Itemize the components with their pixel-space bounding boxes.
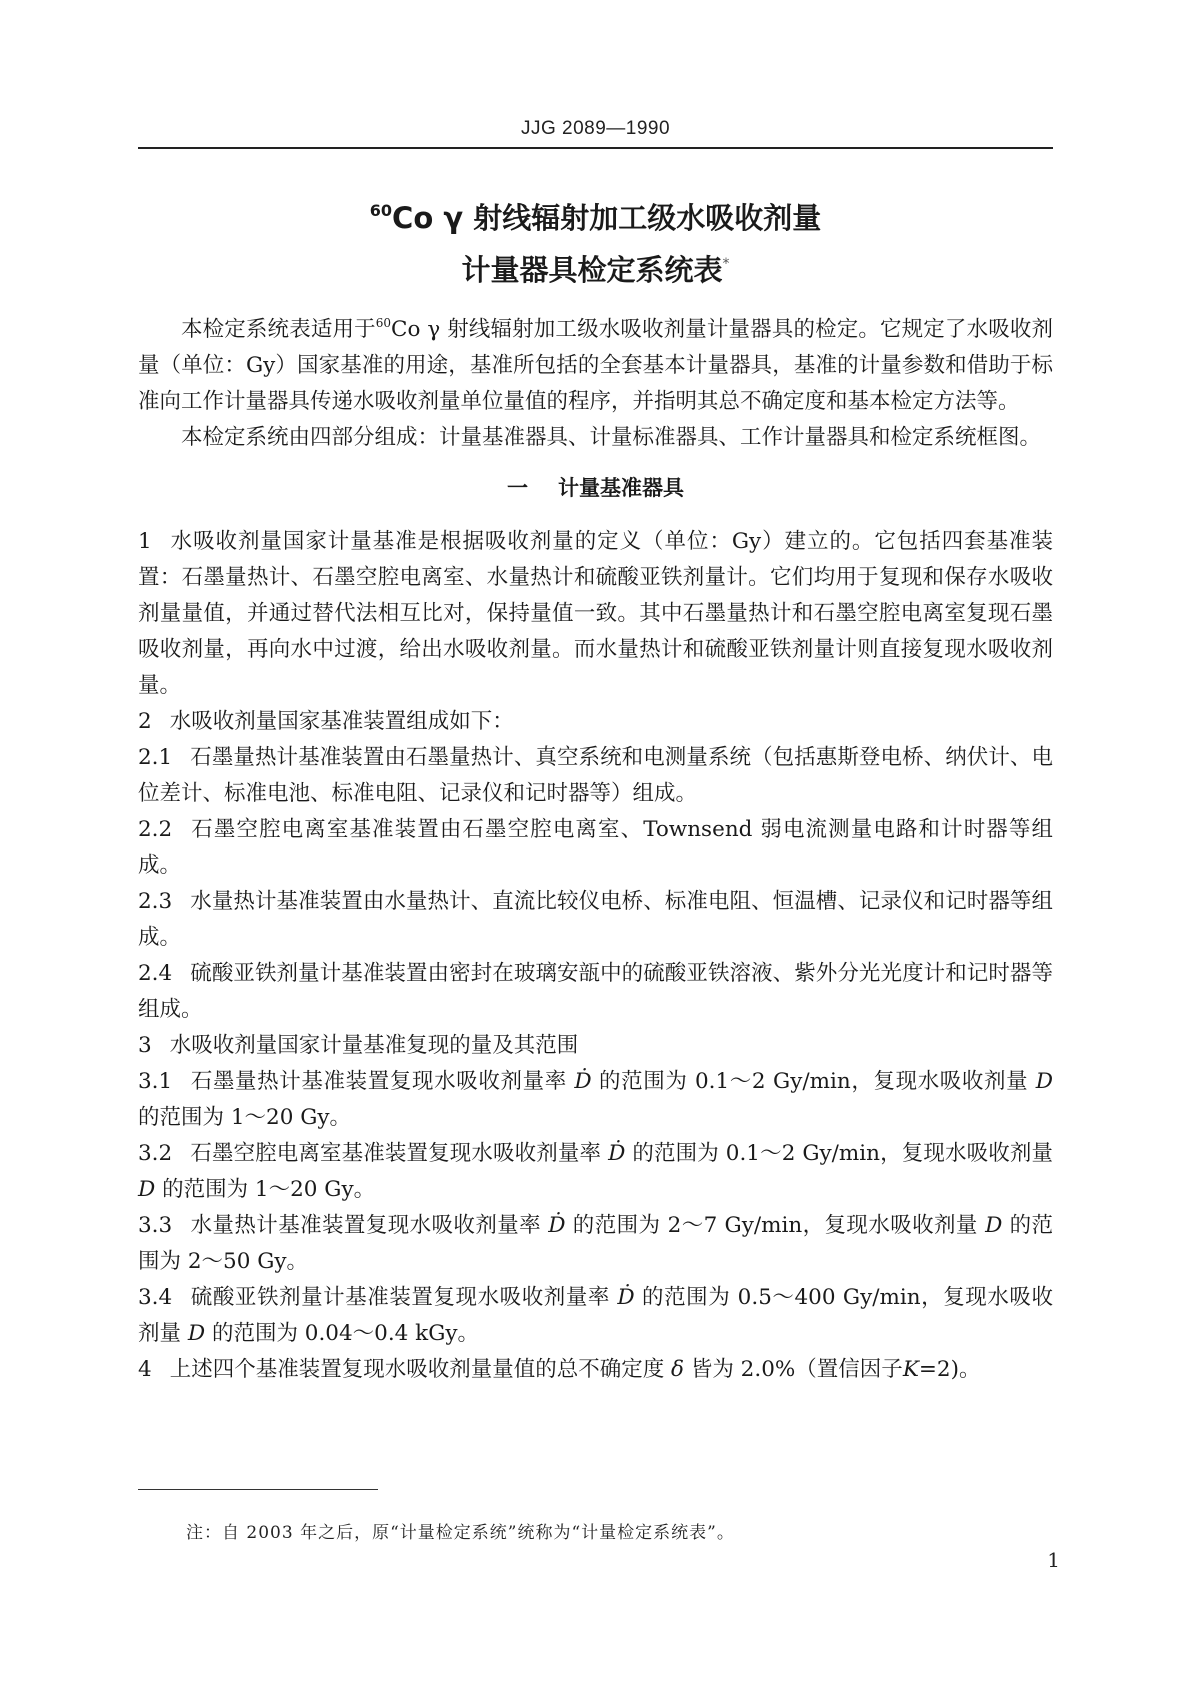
clause-2 <box>138 704 1053 740</box>
clause-3-4-text-c: 的范围为 0.04～0.4 kGy。 <box>211 1321 480 1346</box>
clause-3-text: 水吸收剂量国家计量基准复现的量及其范围 <box>169 1033 579 1058</box>
clause-3 <box>138 1028 1053 1064</box>
document-title <box>138 192 1053 296</box>
title-line-2-text: 计量器具检定系统表 <box>461 253 723 287</box>
clause-1 <box>138 524 1053 704</box>
clause-2-3-text: 水量热计基准装置由水量热计、直流比较仪电桥、标准电阻、恒温槽、记录仪和记时器等组成。 <box>138 889 1053 950</box>
section-title: 计量基准器具 <box>558 476 684 500</box>
standard-code-header: JJG 2089—1990 <box>520 118 671 139</box>
clause-3-1-number: 3.1 <box>138 1069 173 1094</box>
clause-3-4-text-b: 的范围为 0.5～400 Gy/min，复现水吸收剂量 <box>138 1285 1053 1346</box>
clause-3-4-text-a: 硫酸亚铁剂量计基准装置复现水吸收剂量率 <box>190 1285 610 1310</box>
clause-1-text: 水吸收剂量国家计量基准是根据吸收剂量的定义（单位：Gy）建立的。它包括四套基准装置：石墨量热计、石墨空腔电离室、水量热计和硫酸亚铁剂量计。它们均用于复现和保存水吸收剂量量值，并通过替代法相互比对，保持量值一致。其中石墨量热计和石墨空腔电离室复现石墨吸收剂量，再向水中过渡，给出水吸收剂量。而水量热计和硫酸亚铁剂量计则直接复现水吸收剂量。 <box>138 529 1053 698</box>
clause-3-2 <box>138 1136 1053 1208</box>
dose-symbol: D <box>1035 1069 1054 1094</box>
clause-2-3-number: 2.3 <box>138 889 173 914</box>
clause-2-1-number: 2.1 <box>138 745 173 770</box>
clause-3-3 <box>138 1208 1053 1280</box>
clause-2-1-text: 石墨量热计基准装置由石墨量热计、真空系统和电测量系统（包括惠斯登电桥、纳伏计、电位差计、标准电池、标准电阻、记录仪和记时器等）组成。 <box>138 745 1053 806</box>
dose-rate-symbol: Ḋ <box>608 1141 626 1166</box>
clause-3-3-text-a: 水量热计基准装置复现水吸收剂量率 <box>190 1213 542 1238</box>
intro-paragraph-1 <box>138 312 1053 420</box>
dose-symbol: D <box>985 1213 1003 1238</box>
clause-3-4 <box>138 1280 1053 1352</box>
intro-p1-after: Co γ 射线辐射加工级水吸收剂量计量器具的检定。它规定了水吸收剂量（单位：Gy）国家基准的用途，基准所包括的全套基本计量器具，基准的计量参数和借助于标准向工作计量器具传递水吸收剂量单位量值的程序，并指明其总不确定度和基本检定方法等。 <box>138 317 1053 414</box>
clause-3-1-text-c: 的范围为 1～20 Gy。 <box>138 1105 352 1130</box>
section-heading-1 <box>138 470 1053 506</box>
clause-2-4-text: 硫酸亚铁剂量计基准装置由密封在玻璃安瓿中的硫酸亚铁溶液、紫外分光光度计和记时器等组成。 <box>138 961 1053 1022</box>
title-footnote-mark: * <box>722 256 730 272</box>
clause-2-4 <box>138 956 1053 1028</box>
title-isotope-superscript: 60 <box>369 201 393 220</box>
clause-3-1-text-a: 石墨量热计基准装置复现水吸收剂量率 <box>190 1069 567 1094</box>
clause-2-2-number: 2.2 <box>138 817 173 842</box>
intro-paragraph-2: 本检定系统由四部分组成：计量基准器具、计量标准器具、工作计量器具和检定系统框图。 <box>181 425 1042 450</box>
clause-4-text-c: =2)。 <box>918 1357 981 1382</box>
intro-p1-before: 本检定系统表适用于 <box>181 317 376 342</box>
title-line-1 <box>138 192 1053 244</box>
page-number: 1 <box>1047 1548 1060 1572</box>
clause-4-text-a: 上述四个基准装置复现水吸收剂量量值的总不确定度 <box>169 1357 665 1382</box>
clause-4 <box>138 1352 1053 1388</box>
clause-2-2 <box>138 812 1053 884</box>
clause-3-3-text-b: 的范围为 2～7 Gy/min，复现水吸收剂量 <box>572 1213 978 1238</box>
clause-3-4-number: 3.4 <box>138 1285 173 1310</box>
clause-4-text-b: 皆为 2.0%（置信因子 <box>690 1357 903 1382</box>
dose-rate-symbol: Ḋ <box>548 1213 566 1238</box>
document-body <box>138 312 1053 1388</box>
section-number: 一 <box>507 476 528 500</box>
clause-3-2-text-b: 的范围为 0.1～2 Gy/min，复现水吸收剂量 <box>632 1141 1053 1166</box>
clause-2-1 <box>138 740 1053 812</box>
clause-3-2-text-a: 石墨空腔电离室基准装置复现水吸收剂量率 <box>190 1141 602 1166</box>
clause-4-number: 4 <box>138 1357 152 1382</box>
footnote: 注：自 2003 年之后，原“计量检定系统”统称为“计量检定系统表”。 <box>186 1523 735 1543</box>
dose-rate-symbol: Ḋ <box>617 1285 635 1310</box>
clause-2-text: 水吸收剂量国家基准装置组成如下： <box>169 709 514 734</box>
title-line-1-text: Co γ 射线辐射加工级水吸收剂量 <box>392 201 822 235</box>
clause-1-number: 1 <box>138 529 152 554</box>
dose-symbol: D <box>187 1321 206 1346</box>
dose-rate-symbol: Ḋ <box>574 1069 592 1094</box>
clause-3-3-text-c: 的范围为 2～50 Gy。 <box>138 1213 1053 1274</box>
clause-2-2-text: 石墨空腔电离室基准装置由石墨空腔电离室、Townsend 弱电流测量电路和计时器等组成。 <box>138 817 1053 878</box>
title-line-2 <box>138 244 1053 296</box>
clause-3-number: 3 <box>138 1033 152 1058</box>
intro-p1-superscript: 60 <box>375 316 392 330</box>
coverage-factor-symbol: K <box>902 1357 919 1382</box>
uncertainty-symbol: δ <box>671 1357 684 1382</box>
dose-symbol: D <box>138 1177 156 1202</box>
header-divider <box>138 147 1053 149</box>
clause-2-number: 2 <box>138 709 152 734</box>
clause-3-1 <box>138 1064 1053 1136</box>
footnote-divider <box>138 1489 378 1490</box>
clause-3-3-number: 3.3 <box>138 1213 173 1238</box>
clause-3-1-text-b: 的范围为 0.1～2 Gy/min，复现水吸收剂量 <box>599 1069 1029 1094</box>
clause-3-2-text-c: 的范围为 1～20 Gy。 <box>162 1177 376 1202</box>
clause-2-4-number: 2.4 <box>138 961 173 986</box>
clause-3-2-number: 3.2 <box>138 1141 173 1166</box>
clause-2-3 <box>138 884 1053 956</box>
